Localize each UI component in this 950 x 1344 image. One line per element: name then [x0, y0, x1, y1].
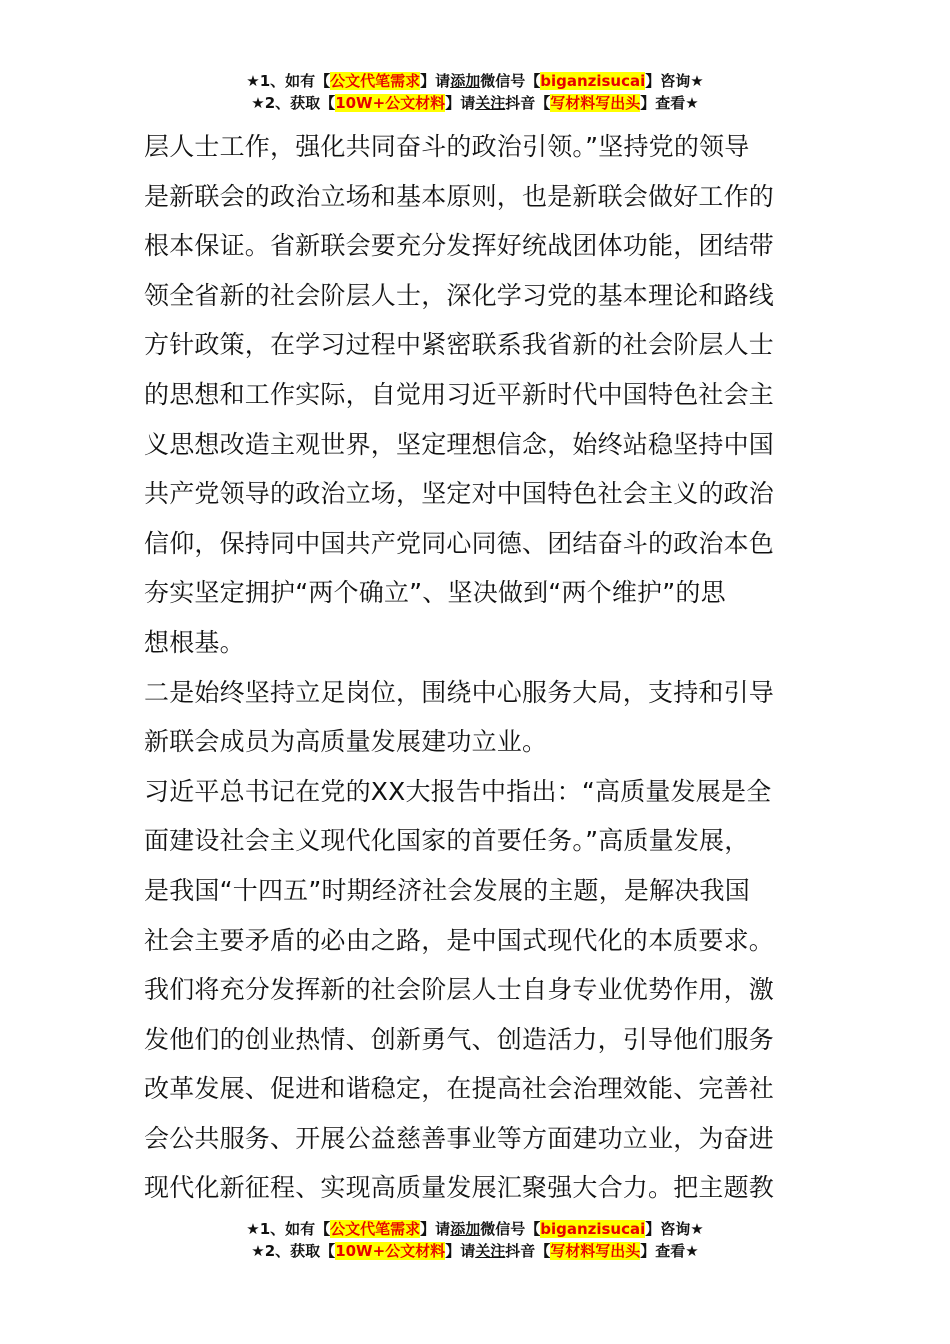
text-line: 我们将充分发挥新的社会阶层人士自身专业优势作用，激 — [144, 975, 775, 1005]
text-line: 方针政策，在学习过程中紧密联系我省新的社会阶层人士 — [144, 330, 775, 360]
highlight-douyin-account: 写材料写出头 — [550, 94, 641, 112]
highlight-materials: 10W+公文材料 — [335, 94, 446, 112]
text-line: 信仰，保持同中国共产党同心同德、团结奋斗的政治本色 — [144, 528, 775, 558]
highlight-douyin-account: 写材料写出头 — [550, 1242, 641, 1260]
text-line: 共产党领导的政治立场，坚定对中国特色社会主义的政治 — [144, 479, 775, 509]
document-body — [144, 122, 809, 1213]
text-line: 发他们的创业热情、创新勇气、创造活力，引导他们服务 — [144, 1024, 775, 1054]
text-line: 社会主要矛盾的必由之路，是中国式现代化的本质要求。 — [144, 925, 775, 955]
banner-line-1: ★1、如有【公文代笔需求】请添加微信号【biganzisucai】咨询★ — [246, 72, 704, 90]
text-line: 是新联会的政治立场和基本原则，也是新联会做好工作的 — [144, 181, 775, 211]
highlight-ghostwriting: 公文代笔需求 — [330, 1220, 421, 1238]
highlight-ghostwriting: 公文代笔需求 — [330, 72, 421, 90]
section-heading-line: 新联会成员为高质量发展建功立业。 — [144, 727, 548, 757]
text-line: 夯实坚定拥护“两个确立”、坚决做到“两个维护”的思 — [144, 578, 726, 608]
text-line: 面建设社会主义现代化国家的首要任务。”高质量发展， — [144, 826, 750, 856]
footer-banner — [0, 1218, 950, 1262]
highlight-wechat-id: biganzisucai — [540, 72, 646, 90]
banner-line-1: ★1、如有【公文代笔需求】请添加微信号【biganzisucai】咨询★ — [246, 1220, 704, 1238]
text-line: 会公共服务、开展公益慈善事业等方面建功立业，为奋进 — [144, 1123, 775, 1153]
text-line: 想根基。 — [144, 627, 245, 657]
section-heading-line: 二是始终坚持立足岗位，围绕中心服务大局，支持和引导 — [144, 677, 775, 707]
banner-line-2: ★2、获取【10W+公文材料】请关注抖音【写材料写出头】查看★ — [251, 94, 699, 112]
text-line: 的思想和工作实际，自觉用习近平新时代中国特色社会主 — [144, 379, 775, 409]
text-line: 是我国“十四五”时期经济社会发展的主题，是解决我国 — [144, 875, 750, 905]
banner-line-2: ★2、获取【10W+公文材料】请关注抖音【写材料写出头】查看★ — [251, 1242, 699, 1260]
text-line: 层人士工作，强化共同奋斗的政治引领。”坚持党的领导 — [144, 132, 750, 161]
text-line: 义思想改造主观世界，坚定理想信念，始终站稳坚持中国 — [144, 429, 775, 459]
header-banner — [0, 70, 950, 114]
text-line: 现代化新征程、实现高质量发展汇聚强大合力。把主题教 — [144, 1173, 775, 1203]
highlight-wechat-id: biganzisucai — [540, 1220, 646, 1238]
text-line: 习近平总书记在党的XX大报告中指出：“高质量发展是全 — [144, 776, 772, 806]
highlight-materials: 10W+公文材料 — [335, 1242, 446, 1260]
text-line: 领全省新的社会阶层人士，深化学习党的基本理论和路线 — [144, 280, 775, 310]
text-line: 根本保证。省新联会要充分发挥好统战团体功能，团结带 — [144, 231, 775, 261]
text-line: 改革发展、促进和谐稳定，在提高社会治理效能、完善社 — [144, 1074, 775, 1104]
